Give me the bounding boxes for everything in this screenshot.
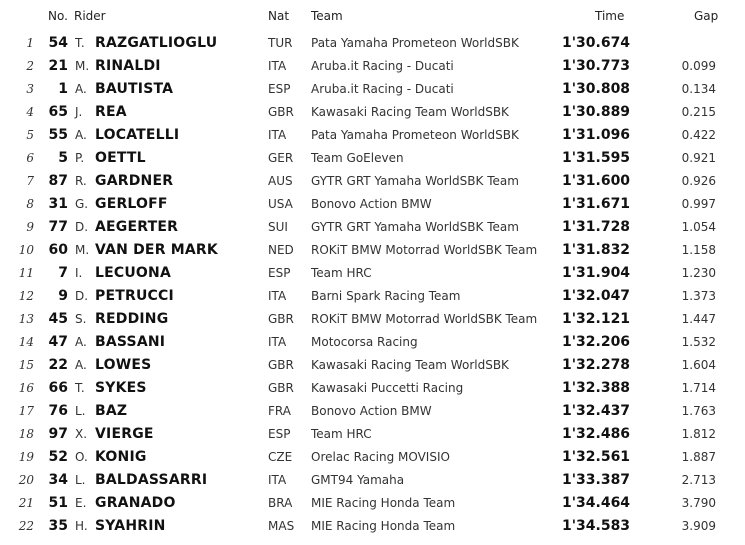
rider-initial: T.: [75, 381, 85, 395]
rider-initial: I.: [75, 266, 83, 280]
rider-surname: RINALDI: [95, 58, 161, 74]
gap-to-leader: 1.230: [681, 266, 716, 280]
position: 3: [26, 82, 34, 96]
rider-surname: BAZ: [95, 403, 128, 419]
rider-number: 65: [48, 104, 68, 120]
table-row: [0, 353, 745, 376]
header-time: Time: [595, 9, 625, 23]
table-row: [0, 399, 745, 422]
position: 16: [18, 381, 34, 395]
lap-time: 1'32.206: [562, 334, 631, 350]
table-row: [0, 238, 745, 261]
rider-number: 66: [48, 380, 68, 396]
table-row: [0, 284, 745, 307]
table-row: [0, 123, 745, 146]
gap-to-leader: 1.532: [681, 335, 716, 349]
nationality: TUR: [268, 36, 293, 50]
rider-number: 34: [48, 472, 68, 488]
rider-surname: BASSANI: [95, 334, 166, 350]
lap-time: 1'32.561: [562, 449, 631, 465]
rider-number: 77: [48, 219, 68, 235]
nationality: GBR: [268, 381, 294, 395]
lap-time: 1'32.437: [562, 403, 631, 419]
nationality: ESP: [268, 266, 291, 280]
rider-surname: KONIG: [95, 449, 147, 465]
position: 5: [26, 128, 34, 142]
team-name: Aruba.it Racing - Ducati: [311, 59, 454, 73]
rider-surname: GARDNER: [95, 173, 174, 189]
rider-initial: A.: [75, 335, 87, 349]
rider-surname: AEGERTER: [95, 219, 179, 235]
nationality: GBR: [268, 312, 294, 326]
nationality: AUS: [268, 174, 293, 188]
nationality: ESP: [268, 82, 291, 96]
rider-initial: S.: [75, 312, 87, 326]
lap-time: 1'34.464: [562, 495, 631, 511]
table-row: [0, 192, 745, 215]
gap-to-leader: 1.158: [681, 243, 716, 257]
rider-number: 9: [58, 288, 68, 304]
table-row: [0, 330, 745, 353]
rider-surname: PETRUCCI: [95, 288, 174, 304]
lap-time: 1'31.904: [562, 265, 631, 281]
rider-number: 60: [48, 242, 68, 258]
nationality: GBR: [268, 358, 294, 372]
rider-number: 76: [48, 403, 68, 419]
rider-number: 35: [48, 518, 68, 534]
lap-time: 1'31.671: [562, 196, 631, 212]
table-row: [0, 445, 745, 468]
team-name: ROKiT BMW Motorrad WorldSBK Team: [311, 243, 538, 257]
position: 13: [18, 312, 34, 326]
position: 11: [18, 266, 34, 280]
rider-surname: OETTL: [95, 150, 146, 166]
nationality: CZE: [268, 450, 293, 464]
rider-initial: A.: [75, 82, 87, 96]
gap-to-leader: 0.422: [681, 128, 716, 142]
table-row: [0, 100, 745, 123]
lap-time: 1'32.388: [562, 380, 631, 396]
rider-initial: A.: [75, 128, 87, 142]
table-row: [0, 468, 745, 491]
team-name: MIE Racing Honda Team: [311, 519, 456, 533]
lap-time: 1'34.583: [562, 518, 631, 534]
gap-to-leader: 0.921: [681, 151, 716, 165]
nationality: ITA: [268, 59, 287, 73]
rider-initial: D.: [75, 289, 89, 303]
team-name: Barni Spark Racing Team: [311, 289, 461, 303]
gap-to-leader: 0.215: [681, 105, 716, 119]
position: 6: [26, 151, 34, 165]
lap-time: 1'32.278: [562, 357, 631, 373]
lap-time: 1'31.600: [562, 173, 631, 189]
rider-initial: M.: [75, 59, 90, 73]
lap-time: 1'31.595: [562, 150, 631, 166]
position: 9: [26, 220, 34, 234]
lap-time: 1'33.387: [562, 472, 631, 488]
table-row: [0, 146, 745, 169]
rider-initial: L.: [75, 404, 86, 418]
position: 7: [26, 174, 34, 188]
team-name: Pata Yamaha Prometeon WorldSBK: [311, 36, 519, 50]
lap-time: 1'31.832: [562, 242, 631, 258]
gap-to-leader: 1.373: [681, 289, 716, 303]
nationality: GER: [268, 151, 294, 165]
rider-number: 21: [48, 58, 68, 74]
nationality: ITA: [268, 473, 287, 487]
rider-number: 87: [48, 173, 68, 189]
nationality: USA: [268, 197, 293, 211]
rider-surname: LOCATELLI: [95, 127, 180, 143]
team-name: Orelac Racing MOVISIO: [311, 450, 450, 464]
rider-number: 1: [58, 81, 68, 97]
gap-to-leader: 0.099: [681, 59, 716, 73]
lap-time: 1'30.674: [562, 35, 631, 51]
table-header: [0, 9, 745, 27]
lap-time: 1'31.096: [562, 127, 631, 143]
team-name: GYTR GRT Yamaha WorldSBK Team: [311, 220, 519, 234]
rider-surname: SYAHRIN: [95, 518, 166, 534]
team-name: GYTR GRT Yamaha WorldSBK Team: [311, 174, 519, 188]
rider-initial: X.: [75, 427, 88, 441]
lap-time: 1'32.047: [562, 288, 631, 304]
gap-to-leader: 1.714: [681, 381, 716, 395]
lap-time: 1'32.121: [562, 311, 631, 327]
rider-number: 52: [48, 449, 68, 465]
team-name: Team GoEleven: [311, 151, 404, 165]
team-name: Kawasaki Racing Team WorldSBK: [311, 105, 509, 119]
gap-to-leader: 1.812: [681, 427, 716, 441]
rider-number: 54: [48, 35, 68, 51]
gap-to-leader: 1.887: [681, 450, 716, 464]
rider-surname: BAUTISTA: [95, 81, 174, 97]
gap-to-leader: 0.134: [681, 82, 716, 96]
rider-initial: P.: [75, 151, 85, 165]
rider-initial: G.: [75, 197, 89, 211]
gap-to-leader: 1.054: [681, 220, 716, 234]
position: 21: [18, 496, 34, 510]
rider-number: 97: [48, 426, 68, 442]
position: 15: [18, 358, 34, 372]
position: 22: [18, 519, 34, 533]
rider-initial: E.: [75, 496, 87, 510]
lap-time: 1'30.889: [562, 104, 631, 120]
rider-initial: D.: [75, 220, 89, 234]
nationality: ITA: [268, 335, 287, 349]
rider-number: 7: [58, 265, 68, 281]
team-name: GMT94 Yamaha: [311, 473, 405, 487]
position: 14: [18, 335, 34, 349]
table-row: [0, 376, 745, 399]
header-nat: Nat: [268, 9, 290, 23]
team-name: Aruba.it Racing - Ducati: [311, 82, 454, 96]
gap-to-leader: 3.909: [681, 519, 716, 533]
rider-initial: T.: [75, 36, 85, 50]
position: 18: [18, 427, 34, 441]
gap-to-leader: 1.447: [681, 312, 716, 326]
team-name: Team HRC: [311, 427, 372, 441]
table-row: [0, 77, 745, 100]
rider-initial: A.: [75, 358, 87, 372]
rider-surname: GRANADO: [95, 495, 176, 511]
team-name: Team HRC: [311, 266, 372, 280]
header-team: Team: [311, 9, 343, 23]
rider-surname: SYKES: [95, 380, 147, 396]
table-row: [0, 215, 745, 238]
nationality: FRA: [268, 404, 291, 418]
table-row: [0, 31, 745, 54]
nationality: ITA: [268, 289, 287, 303]
rider-initial: L.: [75, 473, 86, 487]
position: 8: [26, 197, 34, 211]
lap-time: 1'30.773: [562, 58, 631, 74]
rider-initial: O.: [75, 450, 88, 464]
table-row: [0, 261, 745, 284]
nationality: GBR: [268, 105, 294, 119]
team-name: Motocorsa Racing: [311, 335, 418, 349]
gap-to-leader: 1.763: [681, 404, 716, 418]
rider-surname: REDDING: [95, 311, 169, 327]
position: 20: [18, 473, 34, 487]
rider-surname: VIERGE: [95, 426, 154, 442]
nationality: BRA: [268, 496, 293, 510]
table-row: [0, 491, 745, 514]
rider-number: 5: [58, 150, 68, 166]
position: 12: [18, 289, 34, 303]
rider-number: 22: [48, 357, 68, 373]
rider-number: 31: [48, 196, 68, 212]
team-name: Pata Yamaha Prometeon WorldSBK: [311, 128, 519, 142]
rider-surname: LECUONA: [95, 265, 171, 281]
header-rider: Rider: [74, 9, 106, 23]
nationality: ESP: [268, 427, 291, 441]
rider-surname: BALDASSARRI: [95, 472, 208, 488]
nationality: ITA: [268, 128, 287, 142]
gap-to-leader: 0.997: [681, 197, 716, 211]
table-row: [0, 514, 745, 537]
position: 17: [18, 404, 34, 418]
team-name: Bonovo Action BMW: [311, 197, 432, 211]
team-name: Kawasaki Racing Team WorldSBK: [311, 358, 509, 372]
rider-surname: VAN DER MARK: [95, 242, 218, 258]
nationality: NED: [268, 243, 294, 257]
rider-surname: REA: [95, 104, 127, 120]
table-row: [0, 307, 745, 330]
rider-initial: J.: [75, 105, 83, 119]
nationality: SUI: [268, 220, 288, 234]
position: 2: [26, 59, 34, 73]
lap-time: 1'32.486: [562, 426, 631, 442]
team-name: ROKiT BMW Motorrad WorldSBK Team: [311, 312, 538, 326]
position: 19: [18, 450, 34, 464]
gap-to-leader: 2.713: [681, 473, 716, 487]
gap-to-leader: 3.790: [681, 496, 716, 510]
rider-surname: RAZGATLIOGLU: [95, 35, 218, 51]
rider-surname: LOWES: [95, 357, 152, 373]
position: 1: [26, 36, 34, 50]
header-gap: Gap: [694, 9, 719, 23]
rider-number: 51: [48, 495, 68, 511]
header-no: No.: [48, 9, 68, 23]
position: 4: [26, 105, 34, 119]
table-row: [0, 422, 745, 445]
gap-to-leader: 0.926: [681, 174, 716, 188]
gap-to-leader: 1.604: [681, 358, 716, 372]
nationality: MAS: [268, 519, 295, 533]
table-row: [0, 169, 745, 192]
lap-time: 1'31.728: [562, 219, 631, 235]
rider-surname: GERLOFF: [95, 196, 168, 212]
rider-number: 47: [48, 334, 68, 350]
rider-number: 45: [48, 311, 68, 327]
team-name: Bonovo Action BMW: [311, 404, 432, 418]
rider-initial: M.: [75, 243, 90, 257]
table-row: [0, 54, 745, 77]
team-name: Kawasaki Puccetti Racing: [311, 381, 464, 395]
table-body: [0, 31, 745, 537]
team-name: MIE Racing Honda Team: [311, 496, 456, 510]
lap-time: 1'30.808: [562, 81, 631, 97]
rider-number: 55: [48, 127, 68, 143]
rider-initial: H.: [75, 519, 88, 533]
rider-initial: R.: [75, 174, 87, 188]
position: 10: [18, 243, 34, 257]
